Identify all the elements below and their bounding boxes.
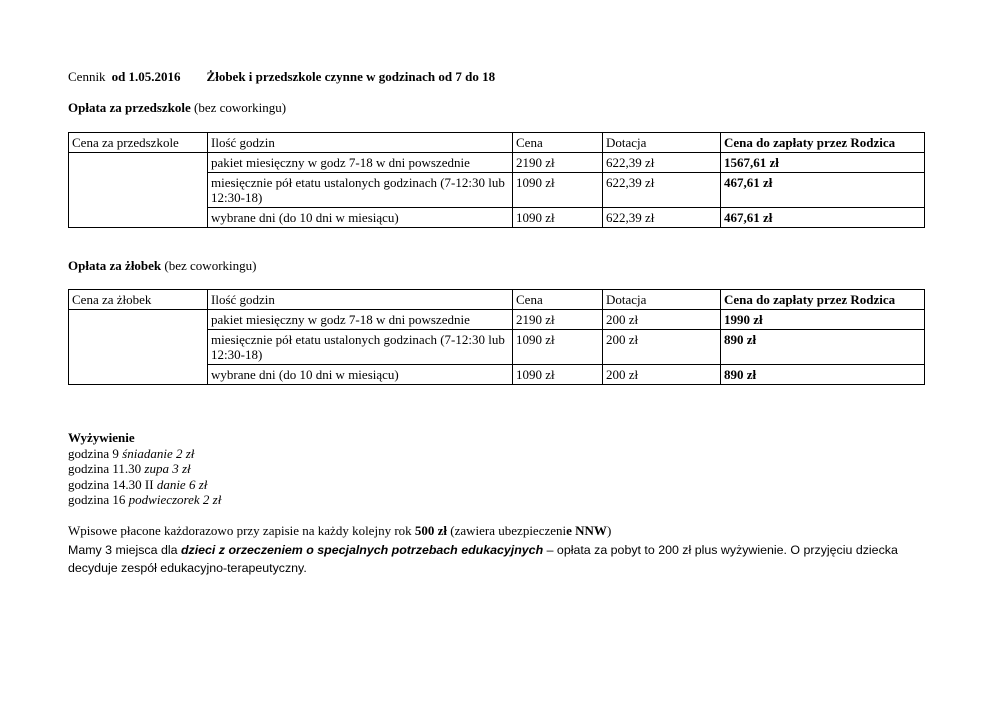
entry-fee-amount: 500 zł <box>414 523 448 538</box>
price-list-header <box>68 69 495 85</box>
table-cell: 890 zł <box>721 365 925 385</box>
section-title-bold: Opłata za przedszkole <box>68 100 191 115</box>
header-cell: Cena do zapłaty przez Rodzica <box>721 133 925 153</box>
table-cell: 467,61 zł <box>721 173 925 208</box>
table-cell: 622,39 zł <box>603 153 721 173</box>
price-list-label: Cennik <box>68 69 106 84</box>
meal-name: zupa 3 zł <box>144 461 191 476</box>
table-cell: 2190 zł <box>513 310 603 330</box>
meals-section <box>68 430 221 508</box>
table-cell: 1090 zł <box>513 173 603 208</box>
entry-fee-text: Wpisowe płacone każdorazowo przy zapisie na każdy kolejny rok <box>68 523 415 538</box>
opening-hours: Żłobek i przedszkole czynne w godzinach od 7 do 18 <box>206 69 496 84</box>
table-cell: 622,39 zł <box>603 173 721 208</box>
table-cell: pakiet miesięczny w godz 7-18 w dni powszednie <box>208 153 513 173</box>
section-title-rest: (bez coworkingu) <box>161 258 257 273</box>
header-cell: Ilość godzin <box>208 133 513 153</box>
special-needs-note <box>68 541 928 577</box>
table-cell: 1090 zł <box>513 208 603 228</box>
header-cell: Cena <box>513 290 603 310</box>
table-row <box>69 310 925 330</box>
meal-item <box>68 492 221 508</box>
table-cell: 622,39 zł <box>603 208 721 228</box>
header-cell: Cena za przedszkole <box>69 133 208 153</box>
header-cell: Ilość godzin <box>208 290 513 310</box>
meal-name: śniadanie 2 zł <box>122 445 195 461</box>
table-cell: 200 zł <box>603 365 721 385</box>
meal-time: godzina 9 <box>68 445 123 461</box>
table-cell: 1567,61 zł <box>721 153 925 173</box>
table-cell: 1090 zł <box>513 330 603 365</box>
empty-cell <box>69 153 208 228</box>
note-text: – opłata za pobyt to 200 zł plus wyżywienie. O przyjęciu dziecka decyduje zespół edukacyjno-terapeutyczny. <box>68 543 898 575</box>
meal-item <box>68 461 221 477</box>
section-title-preschool <box>68 100 286 116</box>
section-title-bold: Opłata za żłobek <box>68 258 162 273</box>
table-cell: 1990 zł <box>721 310 925 330</box>
price-list-date: od 1.05.2016 <box>111 69 181 84</box>
header-cell: Dotacja <box>603 290 721 310</box>
header-cell: Cena do zapłaty przez Rodzica <box>721 290 925 310</box>
meal-item <box>68 446 221 462</box>
table-cell: 890 zł <box>721 330 925 365</box>
preschool-price-table <box>68 132 925 228</box>
table-cell: miesięcznie pół etatu ustalonych godzinach (7-12:30 lub 12:30-18) <box>208 173 513 208</box>
table-cell: pakiet miesięczny w godz 7-18 w dni powszednie <box>208 310 513 330</box>
table-header-row <box>69 290 925 310</box>
table-cell: wybrane dni (do 10 dni w miesiącu) <box>208 365 513 385</box>
header-cell: Dotacja <box>603 133 721 153</box>
meal-time: godzina 11.30 <box>68 461 145 476</box>
section-title-nursery <box>68 258 256 274</box>
entry-fee-insurance: e NNW <box>566 523 607 538</box>
meal-item <box>68 477 221 493</box>
table-cell: 2190 zł <box>513 153 603 173</box>
table-cell: wybrane dni (do 10 dni w miesiącu) <box>208 208 513 228</box>
meal-name: danie 6 zł <box>156 476 208 492</box>
nursery-price-table <box>68 289 925 385</box>
header-cell: Cena za żłobek <box>69 290 208 310</box>
meal-name: podwieczorek 2 zł <box>128 492 222 507</box>
table-cell: 200 zł <box>603 310 721 330</box>
meal-time: godzina 14.30 II <box>68 476 157 492</box>
table-cell: miesięcznie pół etatu ustalonych godzinach (7-12:30 lub 12:30-18) <box>208 330 513 365</box>
header-cell: Cena <box>513 133 603 153</box>
table-row <box>69 153 925 173</box>
section-title-rest: (bez coworkingu) <box>190 100 287 115</box>
meals-title: Wyżywienie <box>68 430 135 445</box>
table-header-row <box>69 133 925 153</box>
table-cell: 467,61 zł <box>721 208 925 228</box>
empty-cell <box>69 310 208 385</box>
entry-fee-text: (zawiera ubezpieczeni <box>447 523 567 538</box>
meal-time: godzina 16 <box>68 492 129 507</box>
table-cell: 200 zł <box>603 330 721 365</box>
entry-fee-text: ) <box>606 523 612 538</box>
entry-fee-line <box>68 523 611 539</box>
note-bold: dzieci z orzeczeniem o specjalnych potrzebach edukacyjnych <box>180 543 544 557</box>
table-cell: 1090 zł <box>513 365 603 385</box>
note-text: Mamy 3 miejsca dla <box>68 543 181 557</box>
